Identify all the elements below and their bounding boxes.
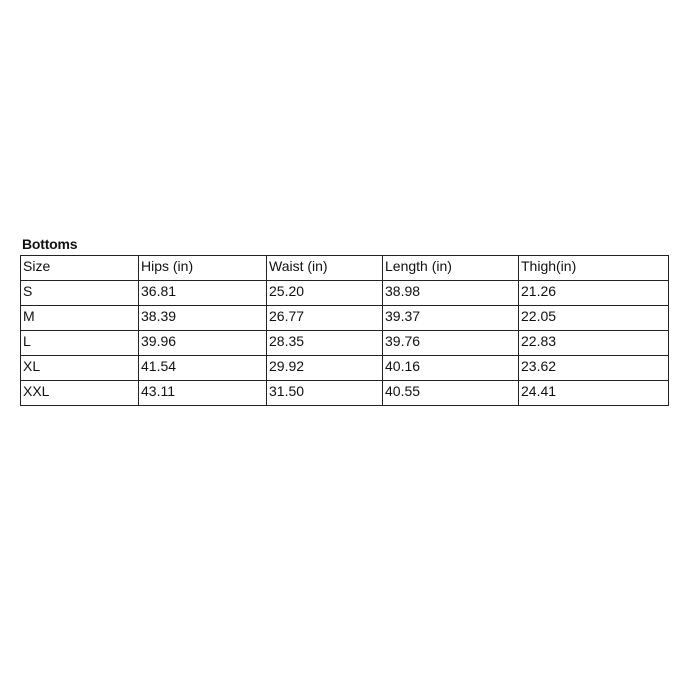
length-cell: 40.16 <box>383 356 519 381</box>
length-cell: 39.76 <box>383 331 519 356</box>
column-header-waist: Waist (in) <box>267 256 383 281</box>
thigh-cell: 22.05 <box>519 306 669 331</box>
column-header-length: Length (in) <box>383 256 519 281</box>
column-header-thigh: Thigh(in) <box>519 256 669 281</box>
waist-cell: 25.20 <box>267 281 383 306</box>
size-cell: L <box>21 331 139 356</box>
table-row <box>21 331 669 356</box>
waist-cell: 28.35 <box>267 331 383 356</box>
length-cell: 40.55 <box>383 381 519 406</box>
size-table <box>20 255 669 406</box>
hips-cell: 43.11 <box>139 381 267 406</box>
header-row <box>21 256 669 281</box>
table-row <box>21 381 669 406</box>
hips-cell: 41.54 <box>139 356 267 381</box>
size-cell: XL <box>21 356 139 381</box>
size-cell: XXL <box>21 381 139 406</box>
thigh-cell: 22.83 <box>519 331 669 356</box>
length-cell: 38.98 <box>383 281 519 306</box>
waist-cell: 31.50 <box>267 381 383 406</box>
hips-cell: 36.81 <box>139 281 267 306</box>
length-cell: 39.37 <box>383 306 519 331</box>
column-header-hips: Hips (in) <box>139 256 267 281</box>
table-title: Bottoms <box>22 236 78 252</box>
size-chart <box>20 236 668 406</box>
thigh-cell: 24.41 <box>519 381 669 406</box>
hips-cell: 38.39 <box>139 306 267 331</box>
size-cell: S <box>21 281 139 306</box>
table-row <box>21 281 669 306</box>
size-cell: M <box>21 306 139 331</box>
thigh-cell: 23.62 <box>519 356 669 381</box>
waist-cell: 29.92 <box>267 356 383 381</box>
waist-cell: 26.77 <box>267 306 383 331</box>
hips-cell: 39.96 <box>139 331 267 356</box>
table-row <box>21 356 669 381</box>
column-header-size: Size <box>21 256 139 281</box>
table-row <box>21 306 669 331</box>
thigh-cell: 21.26 <box>519 281 669 306</box>
